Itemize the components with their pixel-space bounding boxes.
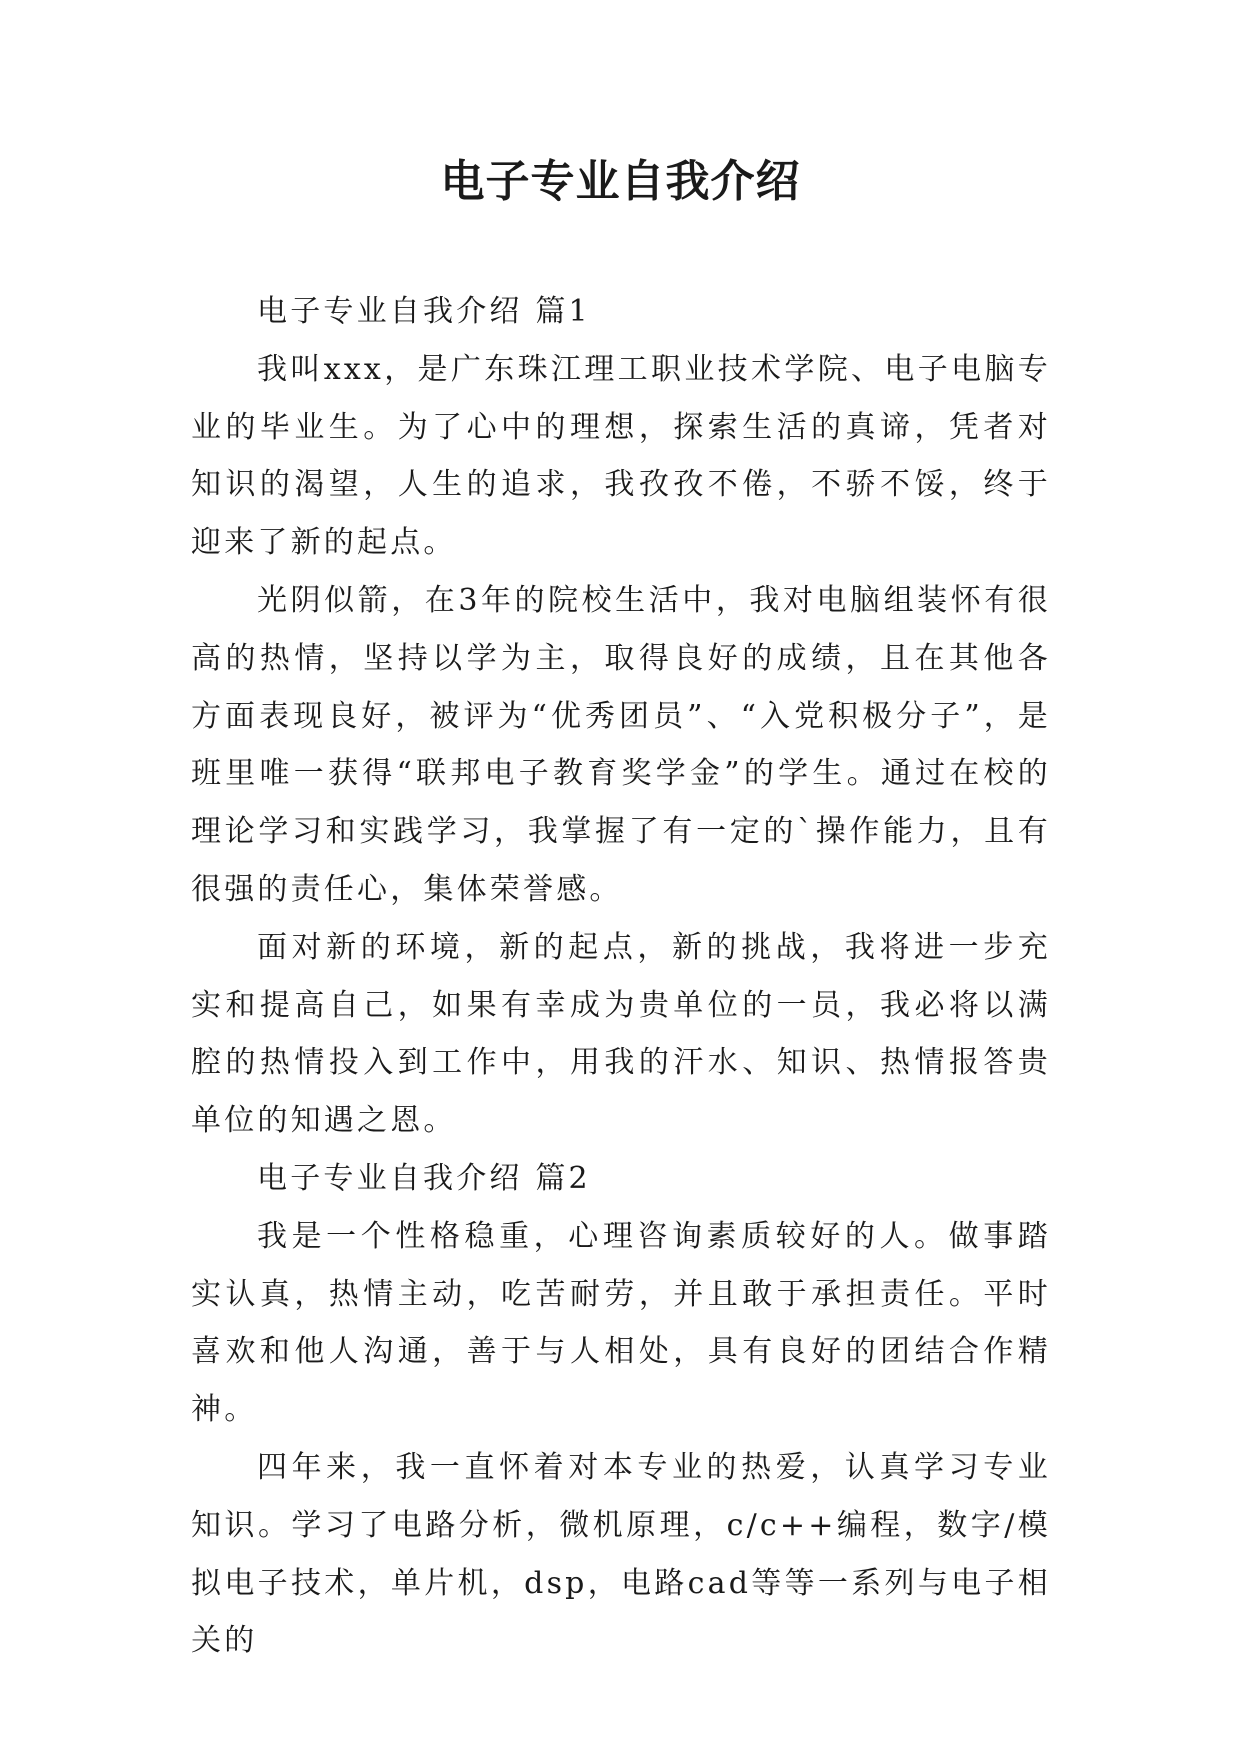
paragraph: 我叫xxx，是广东珠江理工职业技术学院、电子电脑专业的毕业生。为了心中的理想，探索生活的真谛，凭者对知识的渴望，人生的追求，我孜孜不倦，不骄不馁，终于迎来了新的起点。: [191, 351, 1051, 561]
paragraph: 面对新的环境，新的起点，新的挑战，我将进一步充实和提高自己，如果有幸成为贵单位的一员，我必将以满腔的热情投入到工作中，用我的汗水、知识、热情报答贵单位的知遇之恩。: [191, 929, 1051, 1139]
document-title: 电子专业自我介绍: [440, 156, 801, 207]
paragraph: 光阴似箭，在3年的院校生活中，我对电脑组装怀有很高的热情，坚持以学为主，取得良好的成绩，且在其他各方面表现良好，被评为“优秀团员”、“入党积极分子”，是班里唯一获得“联邦电子教育奖学金”的学生。通过在校的理论学习和实践学习，我掌握了有一定的`操作能力，且有很强的责任心，集体荣誉感。: [191, 582, 1051, 907]
section-heading-1: 电子专业自我介绍 篇1: [257, 294, 591, 329]
section-heading-2: 电子专业自我介绍 篇2: [257, 1160, 591, 1196]
paragraph: 我是一个性格稳重，心理咨询素质较好的人。做事踏实认真，热情主动，吃苦耐劳，并且敢于承担责任。平时喜欢和他人沟通，善于与人相处，具有良好的团结合作精神。: [191, 1218, 1051, 1428]
document-body: [191, 283, 1051, 1670]
paragraph: 四年来，我一直怀着对本专业的热爱，认真学习专业知识。学习了电路分析，微机原理，c/c++编程，数字/模拟电子技术，单片机，dsp，电路cad等等一系列与电子相关的: [191, 1449, 1051, 1659]
